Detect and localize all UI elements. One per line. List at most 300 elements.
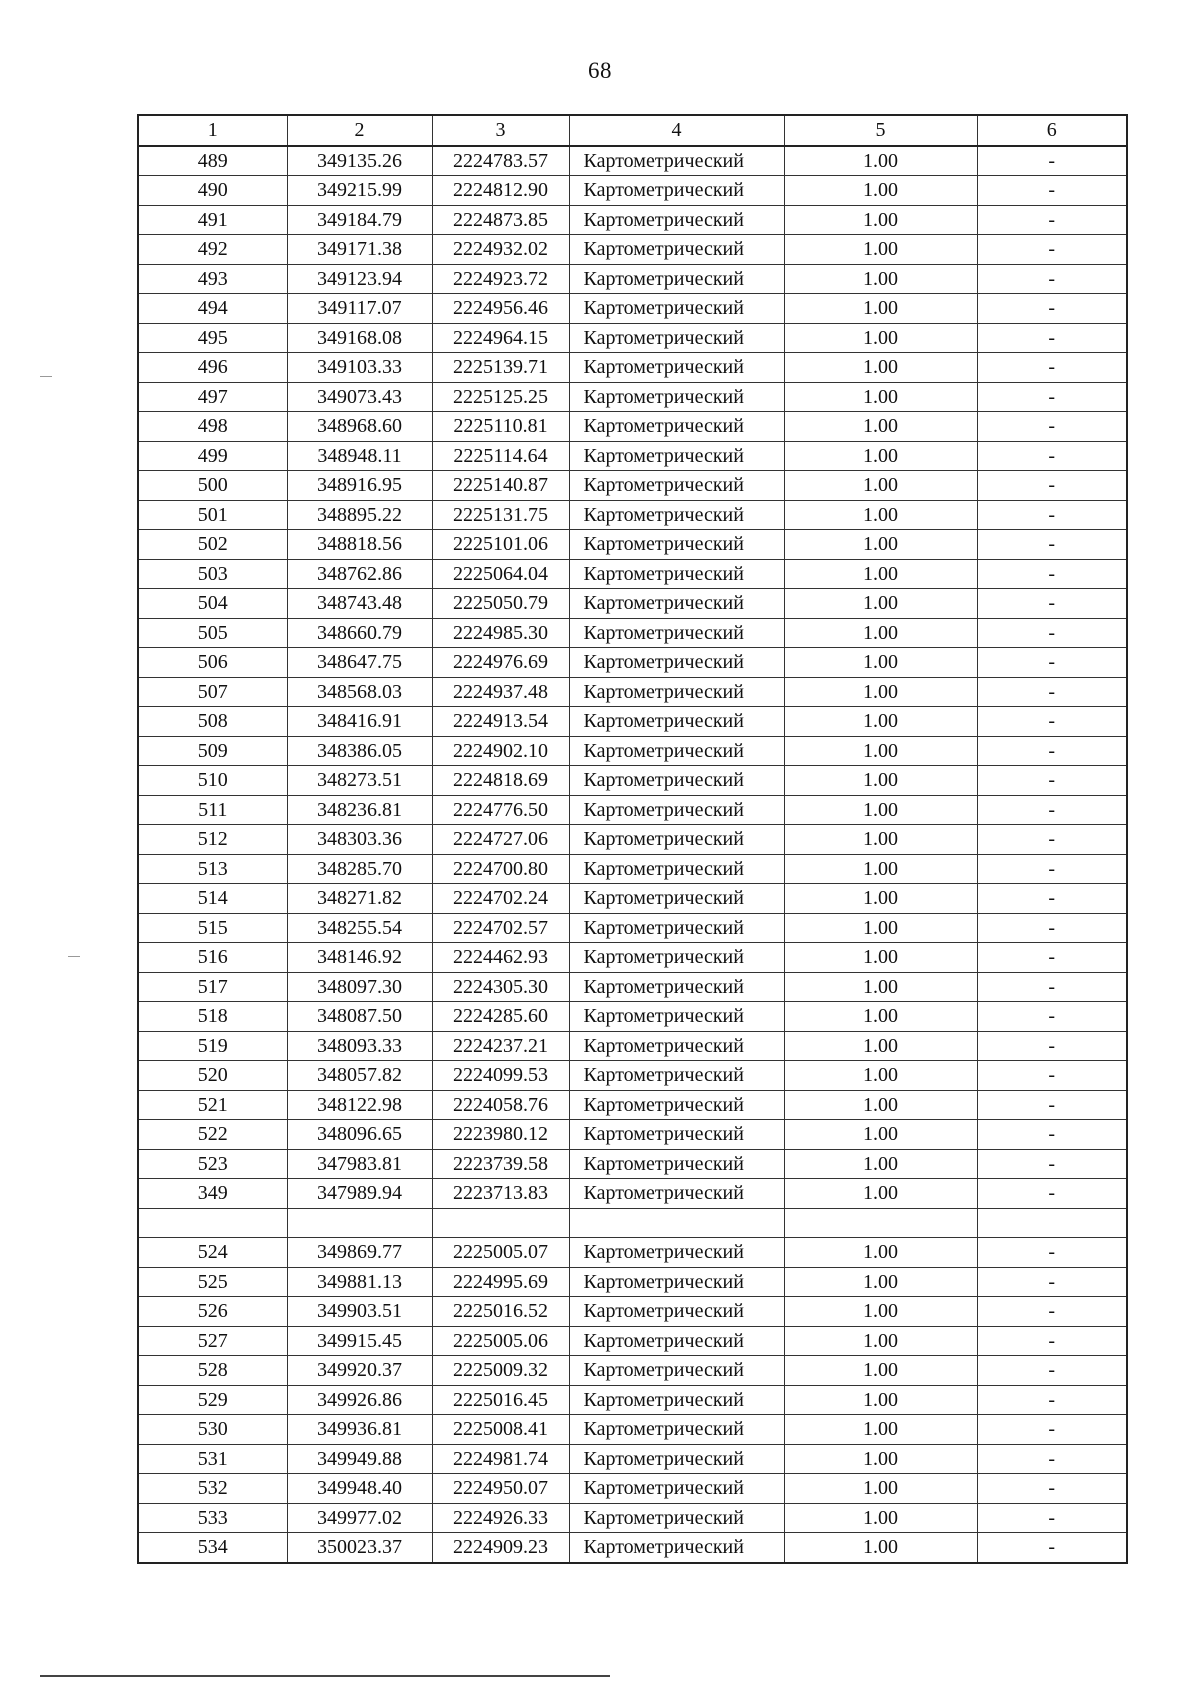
description-cell: - (977, 1061, 1127, 1091)
y-coordinate-cell: 2224950.07 (432, 1474, 569, 1504)
accuracy-cell: 1.00 (784, 618, 977, 648)
point-number-cell: 498 (138, 412, 287, 442)
point-number-cell: 506 (138, 648, 287, 678)
x-coordinate-cell: 349949.88 (287, 1444, 432, 1474)
description-cell: - (977, 1031, 1127, 1061)
point-number-cell: 515 (138, 913, 287, 943)
table-row (138, 1149, 1127, 1179)
method-cell: Картометрический (569, 1179, 784, 1209)
description-cell: - (977, 1356, 1127, 1386)
footer-rule (40, 1675, 610, 1677)
y-coordinate-cell: 2224727.06 (432, 825, 569, 855)
method-cell: Картометрический (569, 1061, 784, 1091)
method-cell: Картометрический (569, 825, 784, 855)
accuracy-cell: 1.00 (784, 1002, 977, 1032)
x-coordinate-cell: 348647.75 (287, 648, 432, 678)
x-coordinate-cell: 349936.81 (287, 1415, 432, 1445)
point-number-cell: 500 (138, 471, 287, 501)
accuracy-cell: 1.00 (784, 795, 977, 825)
table-row (138, 412, 1127, 442)
y-coordinate-cell: 2225005.07 (432, 1238, 569, 1268)
accuracy-cell: 1.00 (784, 1503, 977, 1533)
table-row (138, 471, 1127, 501)
description-cell: - (977, 913, 1127, 943)
accuracy-cell: 1.00 (784, 1356, 977, 1386)
point-number-cell: 521 (138, 1090, 287, 1120)
description-cell: - (977, 1179, 1127, 1209)
scan-mark (40, 376, 52, 377)
description-cell: - (977, 323, 1127, 353)
table-row (138, 441, 1127, 471)
description-cell: - (977, 382, 1127, 412)
y-coordinate-cell: 2224873.85 (432, 205, 569, 235)
accuracy-cell: 1.00 (784, 441, 977, 471)
point-number-cell: 509 (138, 736, 287, 766)
y-coordinate-cell: 2225050.79 (432, 589, 569, 619)
description-cell: - (977, 146, 1127, 176)
method-cell: Картометрический (569, 294, 784, 324)
description-cell: - (977, 1474, 1127, 1504)
description-cell: - (977, 1090, 1127, 1120)
accuracy-cell: 1.00 (784, 677, 977, 707)
y-coordinate-cell: 2225114.64 (432, 441, 569, 471)
description-cell: - (977, 1149, 1127, 1179)
method-cell: Картометрический (569, 1297, 784, 1327)
accuracy-cell: 1.00 (784, 913, 977, 943)
x-coordinate-cell: 348146.92 (287, 943, 432, 973)
point-number-cell: 513 (138, 854, 287, 884)
description-cell: - (977, 1238, 1127, 1268)
y-coordinate-cell: 2225016.45 (432, 1385, 569, 1415)
x-coordinate-cell: 348660.79 (287, 618, 432, 648)
table-row (138, 707, 1127, 737)
x-coordinate-cell: 349073.43 (287, 382, 432, 412)
page-number: 68 (588, 58, 612, 83)
method-cell: Картометрический (569, 707, 784, 737)
table-row (138, 353, 1127, 383)
method-cell: Картометрический (569, 1120, 784, 1150)
description-cell: - (977, 1385, 1127, 1415)
x-coordinate-cell: 348087.50 (287, 1002, 432, 1032)
description-cell: - (977, 1444, 1127, 1474)
table-row (138, 146, 1127, 176)
y-coordinate-cell: 2224909.23 (432, 1533, 569, 1563)
point-number-cell: 505 (138, 618, 287, 648)
table-row (138, 943, 1127, 973)
accuracy-cell: 1.00 (784, 235, 977, 265)
table-row (138, 1238, 1127, 1268)
accuracy-cell: 1.00 (784, 1444, 977, 1474)
x-coordinate-cell: 348285.70 (287, 854, 432, 884)
table-row (138, 1385, 1127, 1415)
description-cell: - (977, 854, 1127, 884)
description-cell: - (977, 972, 1127, 1002)
method-cell: Картометрический (569, 1503, 784, 1533)
method-cell: Картометрический (569, 264, 784, 294)
point-number-cell: 519 (138, 1031, 287, 1061)
method-cell: Картометрический (569, 1002, 784, 1032)
description-cell: - (977, 176, 1127, 206)
accuracy-cell: 1.00 (784, 707, 977, 737)
method-cell: Картометрический (569, 677, 784, 707)
y-coordinate-cell: 2224923.72 (432, 264, 569, 294)
x-coordinate-cell: 348568.03 (287, 677, 432, 707)
x-coordinate-cell: 348303.36 (287, 825, 432, 855)
method-cell: Картометрический (569, 1031, 784, 1061)
description-cell: - (977, 205, 1127, 235)
y-coordinate-cell: 2225139.71 (432, 353, 569, 383)
accuracy-cell: 1.00 (784, 943, 977, 973)
table-row (138, 205, 1127, 235)
point-number-cell: 533 (138, 1503, 287, 1533)
x-coordinate-cell: 349168.08 (287, 323, 432, 353)
x-coordinate-cell: 349123.94 (287, 264, 432, 294)
method-cell: Картометрический (569, 235, 784, 265)
table-row (138, 913, 1127, 943)
accuracy-cell: 1.00 (784, 1179, 977, 1209)
y-coordinate-cell: 2224956.46 (432, 294, 569, 324)
point-number-cell: 526 (138, 1297, 287, 1327)
y-coordinate-cell: 2224985.30 (432, 618, 569, 648)
point-number-cell: 508 (138, 707, 287, 737)
x-coordinate-cell: 348236.81 (287, 795, 432, 825)
method-cell: Картометрический (569, 146, 784, 176)
method-cell: Картометрический (569, 1238, 784, 1268)
accuracy-cell: 1.00 (784, 353, 977, 383)
table-row (138, 176, 1127, 206)
point-number-cell: 527 (138, 1326, 287, 1356)
point-number-cell: 522 (138, 1120, 287, 1150)
accuracy-cell: 1.00 (784, 854, 977, 884)
y-coordinate-cell: 2224812.90 (432, 176, 569, 206)
y-coordinate-cell: 2224237.21 (432, 1031, 569, 1061)
method-cell: Картометрический (569, 1090, 784, 1120)
point-number-cell: 517 (138, 972, 287, 1002)
method-cell: Картометрический (569, 530, 784, 560)
point-number-cell: 529 (138, 1385, 287, 1415)
accuracy-cell: 1.00 (784, 294, 977, 324)
table-row (138, 1120, 1127, 1150)
y-coordinate-cell: 2225131.75 (432, 500, 569, 530)
method-cell: Картометрический (569, 441, 784, 471)
description-cell (977, 1208, 1127, 1238)
table-row (138, 648, 1127, 678)
y-coordinate-cell: 2224099.53 (432, 1061, 569, 1091)
y-coordinate-cell: 2225140.87 (432, 471, 569, 501)
method-cell: Картометрический (569, 618, 784, 648)
accuracy-cell: 1.00 (784, 205, 977, 235)
description-cell: - (977, 766, 1127, 796)
y-coordinate-cell: 2224702.57 (432, 913, 569, 943)
method-cell: Картометрический (569, 1149, 784, 1179)
x-coordinate-cell: 349184.79 (287, 205, 432, 235)
method-cell: Картометрический (569, 1474, 784, 1504)
accuracy-cell: 1.00 (784, 1474, 977, 1504)
description-cell: - (977, 795, 1127, 825)
description-cell: - (977, 648, 1127, 678)
x-coordinate-cell: 348948.11 (287, 441, 432, 471)
table-row (138, 884, 1127, 914)
x-coordinate-cell: 348895.22 (287, 500, 432, 530)
point-number-cell: 528 (138, 1356, 287, 1386)
description-cell: - (977, 1120, 1127, 1150)
y-coordinate-cell: 2224913.54 (432, 707, 569, 737)
y-coordinate-cell: 2225016.52 (432, 1297, 569, 1327)
method-cell: Картометрический (569, 323, 784, 353)
table-row (138, 589, 1127, 619)
accuracy-cell (784, 1208, 977, 1238)
accuracy-cell: 1.00 (784, 736, 977, 766)
method-cell: Картометрический (569, 1385, 784, 1415)
description-cell: - (977, 618, 1127, 648)
point-number-cell: 520 (138, 1061, 287, 1091)
y-coordinate-cell: 2224305.30 (432, 972, 569, 1002)
point-number-cell: 531 (138, 1444, 287, 1474)
description-cell: - (977, 294, 1127, 324)
point-number-cell: 514 (138, 884, 287, 914)
description-cell: - (977, 1533, 1127, 1563)
description-cell: - (977, 1415, 1127, 1445)
point-number-cell: 512 (138, 825, 287, 855)
table-row (138, 825, 1127, 855)
x-coordinate-cell: 349215.99 (287, 176, 432, 206)
accuracy-cell: 1.00 (784, 648, 977, 678)
point-number-cell: 525 (138, 1267, 287, 1297)
accuracy-cell: 1.00 (784, 1120, 977, 1150)
point-number-cell: 510 (138, 766, 287, 796)
point-number-cell: 349 (138, 1179, 287, 1209)
table-row (138, 530, 1127, 560)
point-number-cell: 495 (138, 323, 287, 353)
y-coordinate-cell: 2224902.10 (432, 736, 569, 766)
accuracy-cell: 1.00 (784, 530, 977, 560)
point-number-cell: 499 (138, 441, 287, 471)
method-cell: Картометрический (569, 648, 784, 678)
point-number-cell: 530 (138, 1415, 287, 1445)
accuracy-cell: 1.00 (784, 1061, 977, 1091)
y-coordinate-cell: 2224776.50 (432, 795, 569, 825)
accuracy-cell: 1.00 (784, 1533, 977, 1563)
y-coordinate-cell: 2225101.06 (432, 530, 569, 560)
method-cell: Картометрический (569, 589, 784, 619)
point-number-cell: 523 (138, 1149, 287, 1179)
table-row (138, 795, 1127, 825)
y-coordinate-cell: 2224783.57 (432, 146, 569, 176)
x-coordinate-cell: 349171.38 (287, 235, 432, 265)
column-header-2: 2 (287, 115, 432, 146)
method-cell: Картометрический (569, 1356, 784, 1386)
accuracy-cell: 1.00 (784, 471, 977, 501)
y-coordinate-cell: 2224926.33 (432, 1503, 569, 1533)
x-coordinate-cell: 348097.30 (287, 972, 432, 1002)
point-number-cell: 502 (138, 530, 287, 560)
description-cell: - (977, 884, 1127, 914)
description-cell: - (977, 1267, 1127, 1297)
y-coordinate-cell: 2224932.02 (432, 235, 569, 265)
table-row (138, 559, 1127, 589)
y-coordinate-cell: 2224285.60 (432, 1002, 569, 1032)
x-coordinate-cell: 348762.86 (287, 559, 432, 589)
x-coordinate-cell: 349977.02 (287, 1503, 432, 1533)
column-header-6: 6 (977, 115, 1127, 146)
description-cell: - (977, 559, 1127, 589)
method-cell: Картометрический (569, 412, 784, 442)
table-row (138, 1267, 1127, 1297)
table-row (138, 1031, 1127, 1061)
x-coordinate-cell: 348255.54 (287, 913, 432, 943)
method-cell: Картометрический (569, 205, 784, 235)
point-number-cell: 507 (138, 677, 287, 707)
method-cell: Картометрический (569, 854, 784, 884)
description-cell: - (977, 235, 1127, 265)
accuracy-cell: 1.00 (784, 559, 977, 589)
table-row (138, 1297, 1127, 1327)
table-row (138, 972, 1127, 1002)
y-coordinate-cell: 2224964.15 (432, 323, 569, 353)
method-cell: Картометрический (569, 471, 784, 501)
y-coordinate-cell: 2224981.74 (432, 1444, 569, 1474)
y-coordinate-cell: 2224937.48 (432, 677, 569, 707)
y-coordinate-cell: 2223713.83 (432, 1179, 569, 1209)
x-coordinate-cell: 349117.07 (287, 294, 432, 324)
point-number-cell (138, 1208, 287, 1238)
accuracy-cell: 1.00 (784, 1267, 977, 1297)
method-cell: Картометрический (569, 1267, 784, 1297)
method-cell: Картометрический (569, 559, 784, 589)
table-row (138, 736, 1127, 766)
table-row (138, 1326, 1127, 1356)
description-cell: - (977, 500, 1127, 530)
accuracy-cell: 1.00 (784, 146, 977, 176)
accuracy-cell: 1.00 (784, 323, 977, 353)
accuracy-cell: 1.00 (784, 176, 977, 206)
point-number-cell: 494 (138, 294, 287, 324)
table-row (138, 323, 1127, 353)
accuracy-cell: 1.00 (784, 1031, 977, 1061)
table-row (138, 677, 1127, 707)
method-cell: Картометрический (569, 736, 784, 766)
x-coordinate-cell: 349915.45 (287, 1326, 432, 1356)
table-row (138, 1444, 1127, 1474)
method-cell (569, 1208, 784, 1238)
table-row (138, 1503, 1127, 1533)
accuracy-cell: 1.00 (784, 1149, 977, 1179)
x-coordinate-cell: 349926.86 (287, 1385, 432, 1415)
description-cell: - (977, 1326, 1127, 1356)
x-coordinate-cell: 348273.51 (287, 766, 432, 796)
x-coordinate-cell: 349903.51 (287, 1297, 432, 1327)
method-cell: Картометрический (569, 353, 784, 383)
x-coordinate-cell: 350023.37 (287, 1533, 432, 1563)
y-coordinate-cell: 2225064.04 (432, 559, 569, 589)
y-coordinate-cell: 2225125.25 (432, 382, 569, 412)
x-coordinate-cell: 348096.65 (287, 1120, 432, 1150)
point-number-cell: 511 (138, 795, 287, 825)
description-cell: - (977, 471, 1127, 501)
method-cell: Картометрический (569, 913, 784, 943)
y-coordinate-cell: 2224995.69 (432, 1267, 569, 1297)
table-row (138, 264, 1127, 294)
x-coordinate-cell: 348743.48 (287, 589, 432, 619)
table-row (138, 1356, 1127, 1386)
point-number-cell: 532 (138, 1474, 287, 1504)
point-number-cell: 504 (138, 589, 287, 619)
description-cell: - (977, 412, 1127, 442)
y-coordinate-cell: 2223980.12 (432, 1120, 569, 1150)
accuracy-cell: 1.00 (784, 382, 977, 412)
column-header-5: 5 (784, 115, 977, 146)
method-cell: Картометрический (569, 884, 784, 914)
table-row (138, 1474, 1127, 1504)
x-coordinate-cell: 349881.13 (287, 1267, 432, 1297)
column-header-4: 4 (569, 115, 784, 146)
x-coordinate-cell: 349948.40 (287, 1474, 432, 1504)
accuracy-cell: 1.00 (784, 766, 977, 796)
description-cell: - (977, 677, 1127, 707)
table-row (138, 766, 1127, 796)
y-coordinate-cell: 2224058.76 (432, 1090, 569, 1120)
description-cell: - (977, 353, 1127, 383)
table-row (138, 1533, 1127, 1563)
table-row (138, 1090, 1127, 1120)
y-coordinate-cell: 2224818.69 (432, 766, 569, 796)
method-cell: Картометрический (569, 1326, 784, 1356)
description-cell: - (977, 943, 1127, 973)
table-row (138, 1179, 1127, 1209)
point-number-cell: 497 (138, 382, 287, 412)
x-coordinate-cell: 348057.82 (287, 1061, 432, 1091)
accuracy-cell: 1.00 (784, 884, 977, 914)
method-cell: Картометрический (569, 972, 784, 1002)
accuracy-cell: 1.00 (784, 1415, 977, 1445)
point-number-cell: 493 (138, 264, 287, 294)
y-coordinate-cell: 2224700.80 (432, 854, 569, 884)
x-coordinate-cell (287, 1208, 432, 1238)
accuracy-cell: 1.00 (784, 1385, 977, 1415)
y-coordinate-cell: 2225005.06 (432, 1326, 569, 1356)
accuracy-cell: 1.00 (784, 412, 977, 442)
method-cell: Картометрический (569, 795, 784, 825)
x-coordinate-cell: 348416.91 (287, 707, 432, 737)
point-number-cell: 524 (138, 1238, 287, 1268)
point-number-cell: 491 (138, 205, 287, 235)
method-cell: Картометрический (569, 1415, 784, 1445)
accuracy-cell: 1.00 (784, 264, 977, 294)
point-number-cell: 496 (138, 353, 287, 383)
description-cell: - (977, 1503, 1127, 1533)
x-coordinate-cell: 349869.77 (287, 1238, 432, 1268)
table-row (138, 1208, 1127, 1238)
column-header-1: 1 (138, 115, 287, 146)
y-coordinate-cell: 2224462.93 (432, 943, 569, 973)
x-coordinate-cell: 348122.98 (287, 1090, 432, 1120)
point-number-cell: 534 (138, 1533, 287, 1563)
table-row (138, 1061, 1127, 1091)
description-cell: - (977, 825, 1127, 855)
point-number-cell: 518 (138, 1002, 287, 1032)
x-coordinate-cell: 349920.37 (287, 1356, 432, 1386)
table-row (138, 1002, 1127, 1032)
y-coordinate-cell: 2225009.32 (432, 1356, 569, 1386)
method-cell: Картометрический (569, 766, 784, 796)
header-row (138, 115, 1127, 146)
accuracy-cell: 1.00 (784, 972, 977, 1002)
accuracy-cell: 1.00 (784, 1238, 977, 1268)
y-coordinate-cell: 2224702.24 (432, 884, 569, 914)
x-coordinate-cell: 349135.26 (287, 146, 432, 176)
point-number-cell: 490 (138, 176, 287, 206)
y-coordinate-cell: 2224976.69 (432, 648, 569, 678)
